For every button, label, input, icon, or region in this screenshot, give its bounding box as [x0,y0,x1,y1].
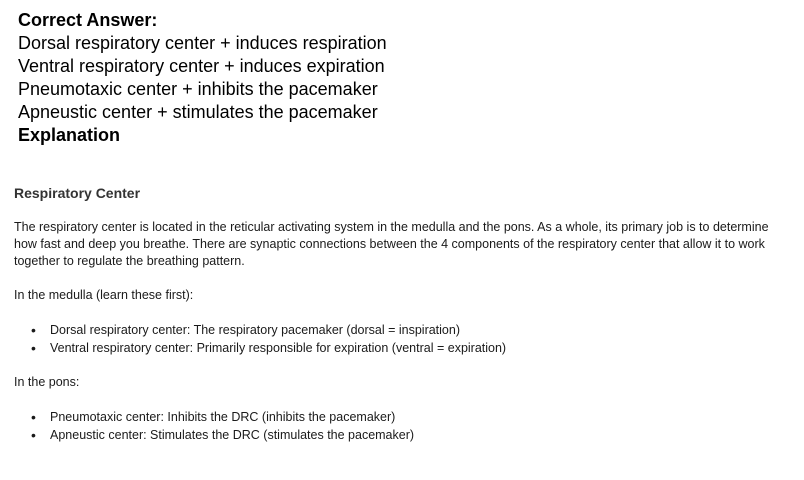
answer-line-ventral: Ventral respiratory center + induces expiration [18,56,385,76]
pons-label: In the pons: [14,375,80,389]
answer-line-dorsal: Dorsal respiratory center + induces respiration [18,33,387,53]
medulla-label: In the medulla (learn these first): [14,288,194,302]
list-item: • Pneumotaxic center: Inhibits the DRC (inhibits the pacemaker) [14,408,794,426]
list-item: • Apneustic center: Stimulates the DRC (stimulates the pacemaker) [14,426,794,444]
pons-list [14,408,794,444]
correct-answer-block [18,9,788,147]
list-item: • Dorsal respiratory center: The respiratory pacemaker (dorsal = inspiration) [14,321,794,339]
correct-answer-heading: Correct Answer: [18,10,158,30]
list-item: • Ventral respiratory center: Primarily responsible for expiration (ventral = expiration) [14,339,794,357]
medulla-list [14,321,794,357]
explanation-label: Explanation [18,125,121,145]
answer-line-apneustic: Apneustic center + stimulates the pacemaker [18,102,378,122]
intro-paragraph: The respiratory center is located in the reticular activating system in the medulla and the pons. As a whole, its primary job is to determine how fast and deep you breathe. There are synaptic connections between the 4 components of the respiratory center that allow it to work together to regulate the breathing pattern. [14,220,769,268]
section-title: Respiratory Center [14,185,141,201]
explanation-body [14,184,794,461]
answer-line-pneumotaxic: Pneumotaxic center + inhibits the pacemaker [18,79,378,99]
